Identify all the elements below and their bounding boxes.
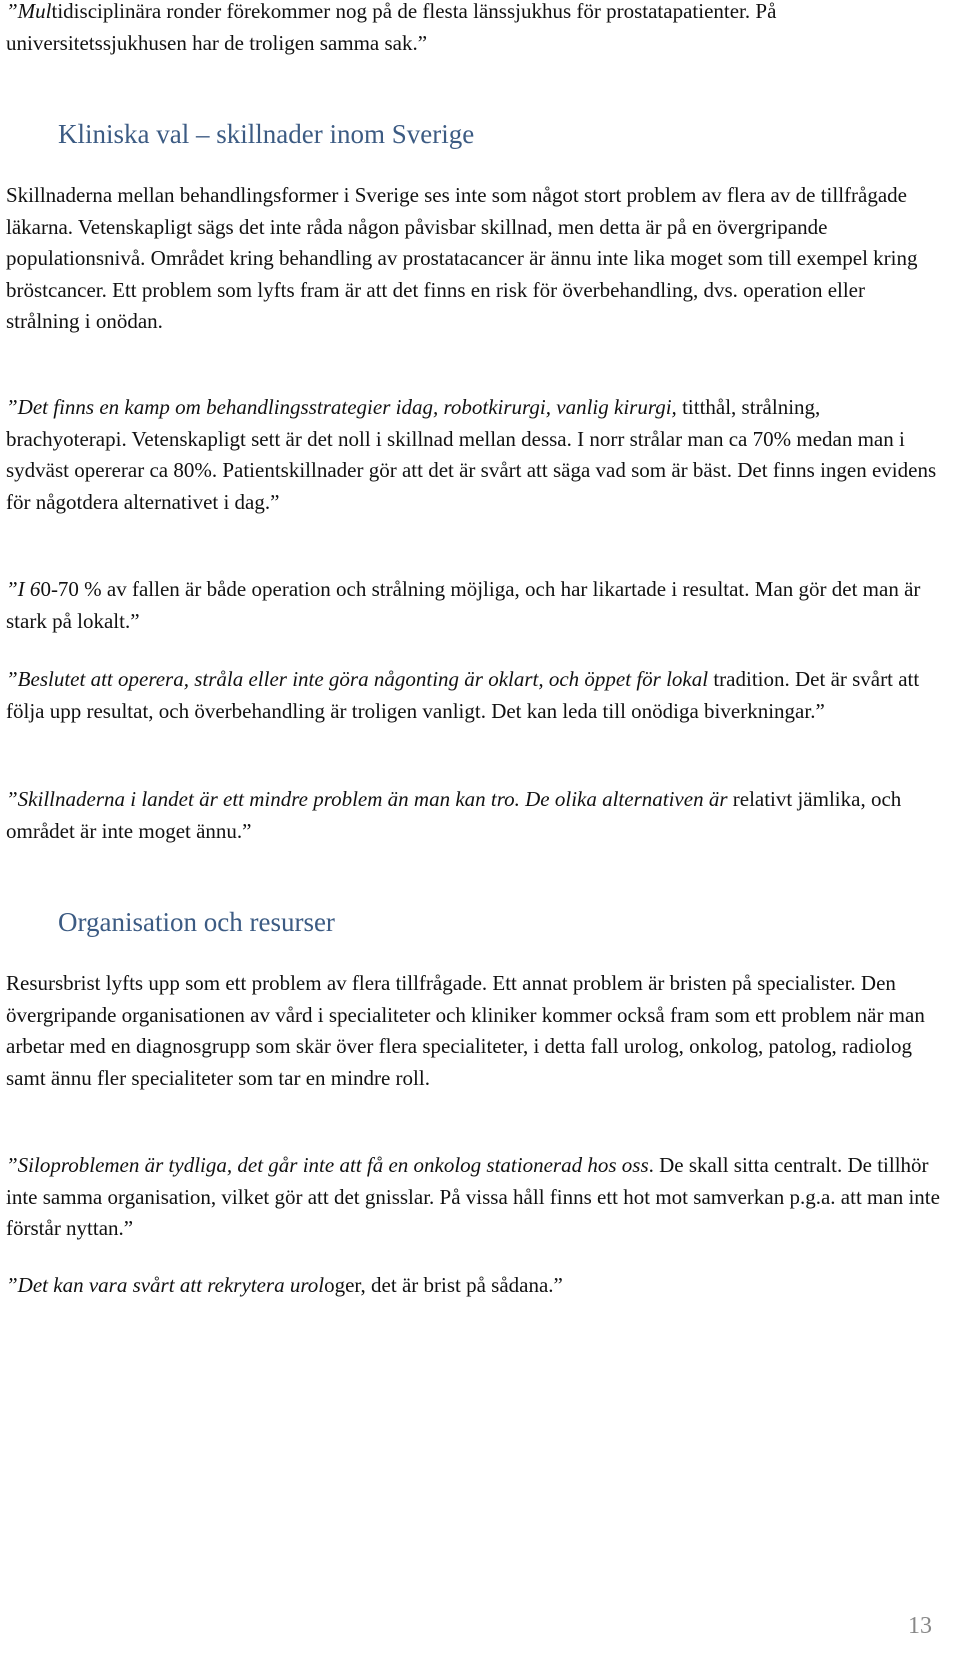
section-heading-kliniska-val: Kliniska val – skillnader inom Sverige: [58, 119, 475, 149]
intro-quote-text: tidisciplinära ronder förekommer nog på de flesta länssjukhus för prostatapatienter. På universitetssjukhusen har de troligen samma sak.”: [6, 0, 777, 55]
quote-italic: ”Det finns en kamp om behandlingsstrategier idag, robotkirurgi, vanlig kirurgi,: [6, 395, 677, 419]
intro-quote: [6, 0, 941, 59]
quote-text: tradition. Det är svårt att följa upp resultat, och överbehandling är troligen vanligt. Det kan leda till onödiga biverkningar.”: [6, 667, 920, 723]
quote-siloproblemen: [6, 1150, 941, 1245]
quote-behandlingsstrategier: [6, 392, 941, 518]
quote-italic: ”Det kan vara svårt att rekrytera urol: [6, 1273, 325, 1297]
section-heading-organisation: Organisation och resurser: [58, 907, 335, 937]
quote-skillnaderna: [6, 784, 941, 847]
quote-operation-straining: [6, 574, 941, 637]
quote-beslutet: [6, 664, 941, 727]
section1-paragraph: Skillnaderna mellan behandlingsformer i Sverige ses inte som något stort problem av flera av de tillfrågade läkarna. Vetenskapligt sägs det inte råda någon påvisbar skillnad, men detta är på en övergripande populationsnivå. Området kring behandling av prostatacancer är ännu inte lika moget som till exempel kring bröstcancer. Ett problem som lyfts fram är att det finns en risk för överbehandling, dvs. operation eller strålning i onödan.: [6, 183, 918, 333]
quote-italic: ”I 6: [6, 577, 41, 601]
quote-text: titthål, strålning, brachyoterapi. Vetenskapligt sett är det noll i skillnad mellan dessa. I norr strålar man ca 70% medan man i sydväst opererar ca 80%. Patientskillnader gör att det är svårt att säga vad som är bäst. Det finns ingen evidens för någotdera alternativet i dag.”: [6, 395, 937, 514]
quote-italic: ”Beslutet att operera, stråla eller inte göra någonting är oklart, och öppet för lokal: [6, 667, 709, 691]
intro-quote-italic: ”Mul: [6, 0, 52, 23]
quote-text: . De skall sitta centralt. De tillhör inte samma organisation, vilket gör att det gnisslar. På vissa håll finns ett hot mot samverkan p.g.a. att man inte förstår nyttan.”: [6, 1153, 940, 1240]
quote-italic: ”Skillnaderna i landet är ett mindre problem än man kan tro. De olika alternativen är: [6, 787, 728, 811]
page-number: 13: [908, 1613, 932, 1639]
quote-text: 0-70 % av fallen är både operation och strålning möjliga, och har likartade i resultat. Man gör det man är stark på lokalt.”: [6, 577, 921, 633]
quote-text: relativt jämlika, och området är inte moget ännu.”: [6, 787, 902, 843]
quote-text: oger, det är brist på sådana.”: [324, 1273, 563, 1297]
quote-italic: ”Siloproblemen är tydliga, det går inte att få en onkolog stationerad hos oss: [6, 1153, 649, 1177]
quote-rekrytera: [6, 1270, 941, 1302]
section2-paragraph: Resursbrist lyfts upp som ett problem av flera tillfrågade. Ett annat problem är bristen på specialister. Den övergripande organisationen av vård i specialiteter och kliniker kommer också fram som ett problem när man arbetar med en diagnosgrupp som skär över flera specialiteter, i detta fall urolog, onkolog, patolog, radiolog samt ännu fler specialiteter som tar en mindre roll.: [6, 971, 925, 1090]
